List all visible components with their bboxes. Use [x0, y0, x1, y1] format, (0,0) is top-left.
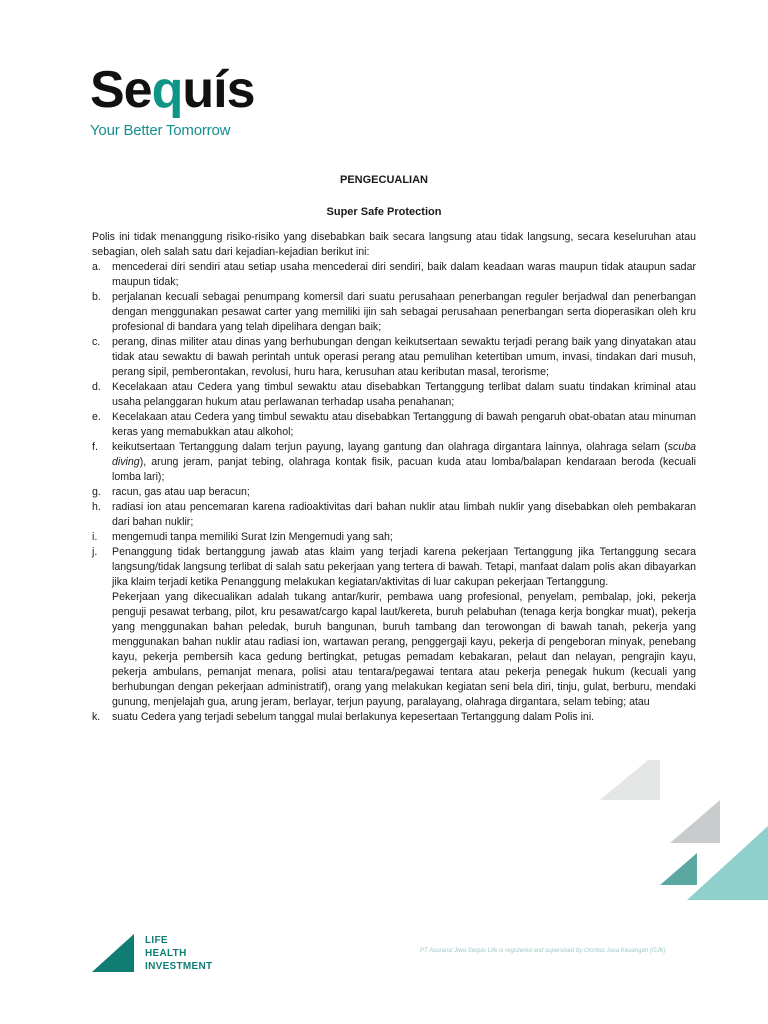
item-text: mengemudi tanpa memiliki Surat Izin Mengemudi yang sah; [112, 531, 393, 543]
item-marker: i. [92, 531, 98, 543]
footer-triangle-icon [92, 934, 138, 972]
item-marker: b. [92, 291, 101, 303]
item-text: Penanggung tidak bertanggung jawab atas klaim yang terjadi karena pekerjaan Tertanggung jika Tertanggung secara langsung/tidak langsung terlibat di salah satu pekerjaan yang tertera di bawah. Tetapi, manfaat dalam polis akan dibayarkan jika klaim terjadi ketika Penanggung melakukan kegiatan/aktivitas di luar cakupan pekerjaan Tertanggung. [112, 546, 696, 588]
list-item [92, 485, 696, 500]
footer-investment: INVESTMENT [145, 961, 213, 972]
item-text: ), arung jeram, panjat tebing, olahraga kontak fisik, pacuan kuda atau lomba/balapan kendaraan beroda (kecuali lomba lari); [112, 456, 696, 483]
item-text: keikutsertaan Tertanggung dalam terjun payung, layang gantung dan olahraga dirgantara lainnya, olahraga selam ( [112, 441, 668, 453]
triangle-shape [600, 760, 660, 800]
logo-tagline: Your Better Tomorrow [90, 122, 231, 139]
list-item [92, 260, 696, 290]
item-marker: e. [92, 411, 101, 423]
intro-paragraph: Polis ini tidak menanggung risiko-risiko yang disebabkan baik secara langsung atau tidak langsung, secara keseluruhan atau sebagian, oleh salah satu dari kejadian-kejadian berikut ini: [92, 231, 696, 258]
list-item [92, 380, 696, 410]
regulatory-note: PT Asuransi Jiwa Sequis Life is registered and supervised by Otoritas Jasa Keuangan (OJK) [420, 948, 666, 954]
item-marker: k. [92, 711, 101, 723]
item-text: mencederai diri sendiri atau setiap usaha mencederai diri sendiri, baik dalam keadaan waras maupun tidak ataupun sadar maupun tidak; [112, 261, 696, 288]
list-item [92, 335, 696, 380]
excluded-occupations: Pekerjaan yang dikecualikan adalah tukang antar/kurir, pembawa uang profesional, penyelam, pembalap, joki, pekerja penguji pesawat terbang, pilot, kru pesawat/cargo kapal laut/kereta, buruh pelabuhan (tenaga kerja bongkar muat), pekerja yang menggunakan bahan peledak, buruh bangunan, buruh tambang dan terowongan di bawah tanah, pekerja yang menggunakan bahan nuklir atau radiasi ion, wartawan perang, penggergaji kayu, pekerja di pengeboran minyak, penebang kayu, pekerja pembersih kaca gedung bertingkat, petugas pemadam kebakaran, pelaut dan nelayan, pengrajin kayu, pekerja ambulans, pemanjat menara, polisi atau tentara/pegawai tentara atau pekerja penegak hukum (kecuali yang berhubungan dengan pekerjaan administratif), orang yang melakukan kegiatan seni bela diri, tinju, gulat, berburu, mendaki gunung, menjelajah gua, arung jeram, berlayar, terjun payung, paralayang, olahraga dirgantara, selam tebing; atau [112, 591, 696, 708]
item-text: Kecelakaan atau Cedera yang timbul sewaktu atau disebabkan Tertanggung terlibat dalam suatu tindakan kriminal atau usaha pelanggaran hukum atau perlawanan terhadap usaha penahanan; [112, 381, 696, 408]
decorative-triangles [560, 760, 768, 910]
document-body [92, 230, 696, 725]
list-item [92, 440, 696, 485]
item-marker: d. [92, 381, 101, 393]
footer-health: HEALTH [145, 948, 187, 959]
item-text: racun, gas atau uap beracun; [112, 486, 250, 498]
item-text: radiasi ion atau pencemaran karena radioaktivitas dari bahan nuklir atau limbah nuklir yang disebabkan oleh pembakaran dari bahan nuklir; [112, 501, 696, 528]
document-subtitle: Super Safe Protection [326, 206, 442, 218]
item-marker: j. [92, 546, 98, 558]
footer-life: LIFE [145, 935, 168, 946]
item-text-emphasis: scuba diving [112, 441, 696, 468]
list-item [92, 410, 696, 440]
item-marker: f. [92, 441, 98, 453]
list-item [92, 545, 696, 710]
item-marker: a. [92, 261, 101, 273]
item-text: perjalanan kecuali sebagai penumpang komersil dari suatu perusahaan penerbangan reguler berjadwal dan penerbangan dengan menggunakan pesawat carter yang memiliki ijin sah sebagai perusahaan penerbangan serta dioperasikan oleh kru profesional di bandara yang telah dipelihara dengan baik; [112, 291, 696, 333]
triangle-shape [660, 853, 697, 885]
item-marker: g. [92, 486, 101, 498]
list-item [92, 710, 696, 725]
footer-tagline [145, 934, 212, 973]
document-title: PENGECUALIAN [339, 174, 428, 186]
list-item [92, 530, 696, 545]
list-item [92, 500, 696, 530]
sequis-logo [90, 62, 255, 139]
logo-wordmark: Sequís [90, 61, 255, 119]
item-text: Kecelakaan atau Cedera yang timbul sewaktu atau disebabkan Tertanggung di bawah pengaruh obat-obatan atau minuman keras yang memabukkan atau alkohol; [112, 411, 696, 438]
list-item [92, 290, 696, 335]
item-text: suatu Cedera yang terjadi sebelum tanggal mulai berlakunya kepesertaan Tertanggung dalam Polis ini. [112, 711, 595, 723]
exclusion-list [92, 260, 696, 725]
item-text: perang, dinas militer atau dinas yang berhubungan dengan keikutsertaan sewaktu terjadi perang baik yang dinyatakan atau tidak atau sewaktu di bawah perintah untuk operasi perang atau pemulihan ketertiban umum, invasi, tindakan dari musuh, perang sipil, pemberontakan, revolusi, huru hara, kerusuhan atau keributan masal, terorisme; [112, 336, 696, 378]
item-marker: h. [92, 501, 101, 513]
triangle-shape [670, 800, 720, 843]
item-marker: c. [92, 336, 101, 348]
